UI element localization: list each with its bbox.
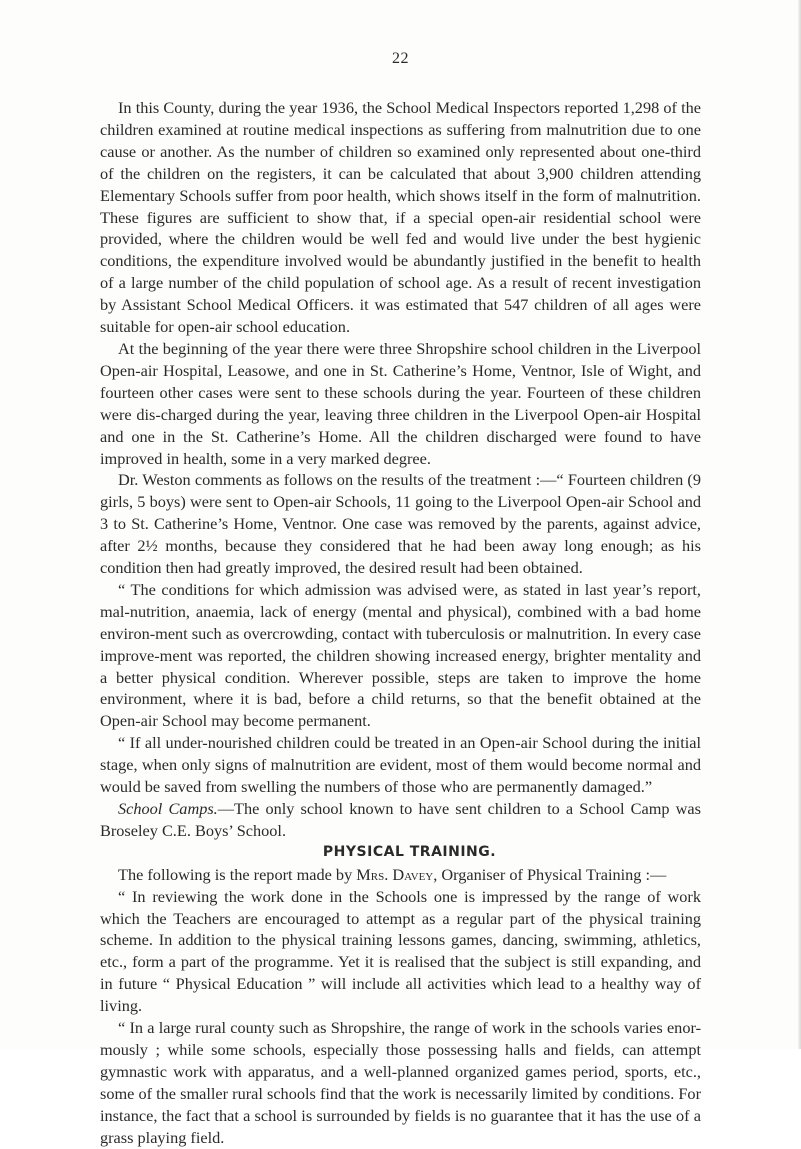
school-camps-label: School Camps. bbox=[118, 799, 218, 818]
report-intro-before: The following is the report made by bbox=[118, 864, 357, 884]
paragraph-open-air-hospital: At the beginning of the year there were three Shropshire school children in the Liverpool Open-air Hospital, Leasowe, and one in St. Catherine’s Home, Ventnor, Isle of Wight, and fourteen other cases were sent to these schools during the year. Fourteen of these children were dis-charged during the year, leaving three children in the Liverpool Open-air Hospital and one in the St. Catherine’s Home. All the children discharged were found to have improved in health, some in a very marked degree. bbox=[100, 338, 701, 468]
section-heading: PHYSICAL TRAINING. bbox=[322, 843, 497, 860]
paragraph-dr-weston: Dr. Weston comments as follows on the results of the treatment :—“ Fourteen children (9 girls, 5 boys) were sent to Open-air Schools, 11 going to the Liverpool Open-air School and 3 to St. Catherine’s Home, Ventnor. One case was removed by the parents, against advice, after 2½ months, because they considered that he had been away long enough; as his condition then had greatly improved, the desired result had been obtained. bbox=[100, 470, 701, 578]
paragraph-malnutrition: In this County, during the year 1936, the School Medical Inspectors reported 1,298 of the children examined at routine medical inspections as suffering from malnutrition due to one cause or another. As the number of children so examined only represented about one-third of the children on the registers, it can be calculated that about 3,900 children attending Elementary Schools suffer from poor health, which shows itself in the form of malnutrition. These figures are sufficient to show that, if a special open-air residential school were provided, where the children would be well fed and would live under the best hygienic conditions, the expenditure involved would be abundantly justified in the benefit to health of a large number of the child population of school age. As a result of recent investigation by Assistant School Medical Officers. it was estimated that 547 children of all ages were suitable for open-air school education. bbox=[100, 98, 701, 337]
body-text bbox=[100, 97, 701, 1149]
report-author-name: Mrs. Davey bbox=[356, 864, 434, 884]
paragraph-under-nourished: “ If all under-nourished children could be treated in an Open-air School during the initial stage, when only signs of malnutrition are evident, most of them would become normal and would be saved from swelling the numbers of those who are permanently damaged.” bbox=[100, 733, 701, 797]
paragraph-school-camps bbox=[100, 798, 701, 842]
school-camps-text: —The only school known to have sent children to a School Camp was Broseley C.E. Boys’ School. bbox=[100, 799, 701, 840]
report-intro-after: , Organiser of Physical Training :— bbox=[433, 864, 667, 884]
paragraph-conditions: “ The conditions for which admission was advised were, as stated in last year’s report, mal-nutrition, anaemia, lack of energy (mental and physical), combined with a bad home environ-ment such as overcrowding, contact with tuberculosis or malnutrition. In every case improve-ment was reported, the children showing increased energy, brighter mentality and a better physical condition. Wherever possible, steps are taken to improve the home environment, where it is bad, before a child returns, so that the benefit obtained at the Open-air School may become permanent. bbox=[100, 579, 701, 731]
paragraph-reviewing-work: “ In reviewing the work done in the Schools one is impressed by the range of work which the Teachers are encouraged to attempt as a regular part of the physical training scheme. In addition to the physical training lessons games, dancing, swimming, athletics, etc., form a part of the programme. Yet it is realised that the subject is still expanding, and in future “ Physical Education ” will include all activities which lead to a healthy way of living. bbox=[100, 886, 701, 1016]
paragraph-rural-county: “ In a large rural county such as Shropshire, the range of work in the schools varies enor-mously ; while some schools, especially those possessing halls and fields, can attempt gymnastic work with apparatus, and a well-planned organized games period, sports, etc., some of the smaller rural schools find that the work is necessarily limited by conditions. For instance, the fact that a school is surrounded by fields is no guarantee that it has the use of a grass playing field. bbox=[100, 1018, 701, 1147]
page-number: 22 bbox=[392, 50, 409, 67]
paragraph-report-intro bbox=[100, 864, 701, 886]
